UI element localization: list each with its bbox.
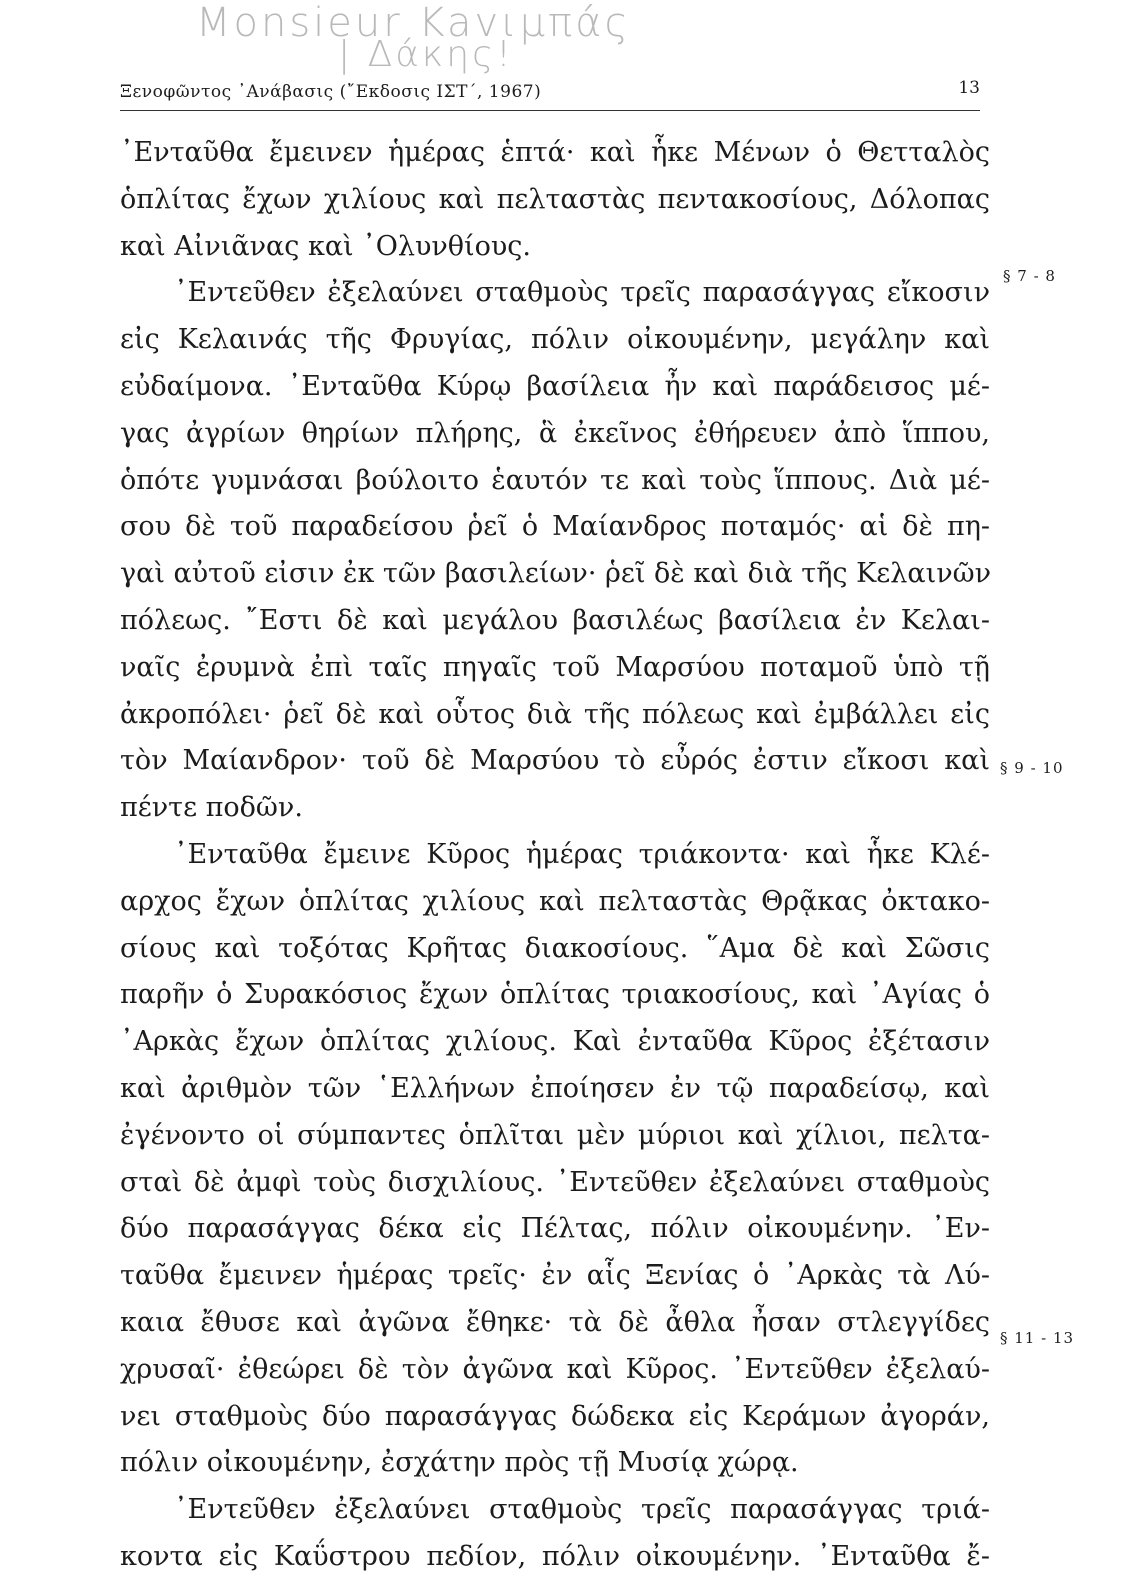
- text-line: ᾿Εντεῦθεν ἐξελαύνει σταθμοὺς τρεῖς παρασάγγας τριά-: [174, 1494, 990, 1526]
- text-line: ἀκροπόλει· ῥεῖ δὲ καὶ οὗτος διὰ τῆς πόλεως καὶ ἐμβάλλει εἰς: [120, 698, 990, 730]
- text-line: δύο παρασάγγας δέκα εἰς Πέλτας, πόλιν οἰκουμένην. ᾿Εν-: [120, 1213, 990, 1245]
- text-line: τὸν Μαίανδρον· τοῦ δὲ Μαρσύου τὸ εὖρός ἐστιν εἴκοσι καὶ: [120, 745, 990, 777]
- text-line: ᾿Ενταῦθα ἔμεινεν ἡμέρας ἑπτά· καὶ ἧκε Μένων ὁ Θετταλὸς: [120, 137, 990, 168]
- text-line: εἰς Κελαινάς τῆς Φρυγίας, πόλιν οἰκουμένην, μεγάλην καὶ: [120, 324, 990, 356]
- text-line: εὐδαίμονα. ᾿Ενταῦθα Κύρῳ βασίλεια ἦν καὶ παράδεισος μέ-: [120, 370, 990, 402]
- handwritten-note-line1: Monsieur Kavιμπάς: [196, 0, 631, 46]
- margin-section-ref: § 7 - 8: [1003, 267, 1056, 285]
- text-line: ᾿Εντεῦθεν ἐξελαύνει σταθμοὺς τρεῖς παρασάγγας εἴκοσιν: [174, 277, 990, 309]
- text-line: πόλιν οἰκουμένην, ἐσχάτην πρὸς τῇ Μυσίᾳ χώρᾳ.: [120, 1447, 799, 1479]
- text-line: γαὶ αὐτοῦ εἰσιν ἐκ τῶν βασιλείων· ῥεῖ δὲ καὶ διὰ τῆς Κελαινῶν: [120, 558, 992, 590]
- text-line: ταῦθα ἔμεινεν ἡμέρας τρεῖς· ἐν αἷς Ξενίας ὁ ᾿Αρκὰς τὰ Λύ-: [120, 1260, 990, 1292]
- text-line: κοντα εἰς Καΰστρου πεδίον, πόλιν οἰκουμένην. ᾿Ενταῦθα ἔ-: [120, 1540, 990, 1572]
- text-line: σταὶ δὲ ἀμφὶ τοὺς δισχιλίους. ᾿Εντεῦθεν ἐξελαύνει σταθμοὺς: [120, 1166, 990, 1198]
- text-line: παρῆν ὁ Συρακόσιος ἔχων ὁπλίτας τριακοσίους, καὶ ᾿Αγίας ὁ: [120, 979, 990, 1011]
- text-line: ὁπότε γυμνάσαι βούλοιτο ἑαυτόν τε καὶ τοὺς ἵππους. Διὰ μέ-: [120, 464, 990, 496]
- margin-section-ref: § 9 - 10: [1000, 759, 1064, 777]
- text-line: ᾿Ενταῦθα ἔμεινε Κῦρος ἡμέρας τριάκοντα· καὶ ἧκε Κλέ-: [174, 838, 990, 870]
- text-line: πόλεως. ῎Εστι δὲ καὶ μεγάλου βασιλέως βασίλεια ἐν Κελαι-: [120, 604, 990, 636]
- text-line: ᾿Αρκὰς ἔχων ὁπλίτας χιλίους. Καὶ ἐνταῦθα Κῦρος ἐξέτασιν: [120, 1026, 990, 1058]
- text-line: γας ἀγρίων θηρίων πλήρης, ἃ ἐκεῖνος ἐθήρευεν ἀπὸ ἵππου,: [120, 417, 990, 449]
- text-line: καὶ ἀριθμὸν τῶν ῾Ελλήνων ἐποίησεν ἐν τῷ παραδείσῳ, καὶ: [120, 1072, 990, 1104]
- margin-section-ref: § 11 - 13: [1000, 1329, 1075, 1347]
- text-line: καὶ Αἰνιᾶνας καὶ ᾿Ολυνθίους.: [120, 230, 532, 262]
- text-line: ἐγένοντο οἱ σύμπαντες ὁπλῖται μὲν μύριοι καὶ χίλιοι, πελτα-: [120, 1119, 990, 1151]
- handwritten-note-line2: | Δάκης!: [338, 34, 514, 75]
- text-line: πέντε ποδῶν.: [120, 792, 303, 824]
- text-line: καια ἔθυσε καὶ ἀγῶνα ἔθηκε· τὰ δὲ ἆθλα ἦσαν στλεγγίδες: [120, 1306, 990, 1338]
- text-line: ναῖς ἐρυμνὰ ἐπὶ ταῖς πηγαῖς τοῦ Μαρσύου ποταμοῦ ὑπὸ τῇ: [120, 651, 990, 683]
- text-line: αρχος ἔχων ὁπλίτας χιλίους καὶ πελταστὰς Θρᾷκας ὀκτακο-: [120, 885, 990, 917]
- text-line: ὁπλίτας ἔχων χιλίους καὶ πελταστὰς πεντακοσίους, Δόλοπας: [120, 183, 990, 215]
- running-title: Ξενοφῶντος ᾿Ανάβασις (῎Εκδοσις ΙΣΤ΄, 1967): [120, 82, 542, 102]
- text-line: νει σταθμοὺς δύο παρασάγγας δώδεκα εἰς Κεράμων ἀγοράν,: [120, 1400, 990, 1432]
- main-text: [120, 130, 990, 1581]
- text-line: σίους καὶ τοξότας Κρῆτας διακοσίους. ῞Αμα δὲ καὶ Σῶσις: [120, 932, 990, 964]
- page-header: [120, 70, 980, 111]
- page-number: 13: [958, 78, 980, 98]
- text-line: χρυσαῖ· ἐθεώρει δὲ τὸν ἀγῶνα καὶ Κῦρος. ᾿Εντεῦθεν ἐξελαύ-: [120, 1353, 990, 1385]
- text-line: σου δὲ τοῦ παραδείσου ῥεῖ ὁ Μαίανδρος ποταμός· αἱ δὲ πη-: [120, 511, 990, 543]
